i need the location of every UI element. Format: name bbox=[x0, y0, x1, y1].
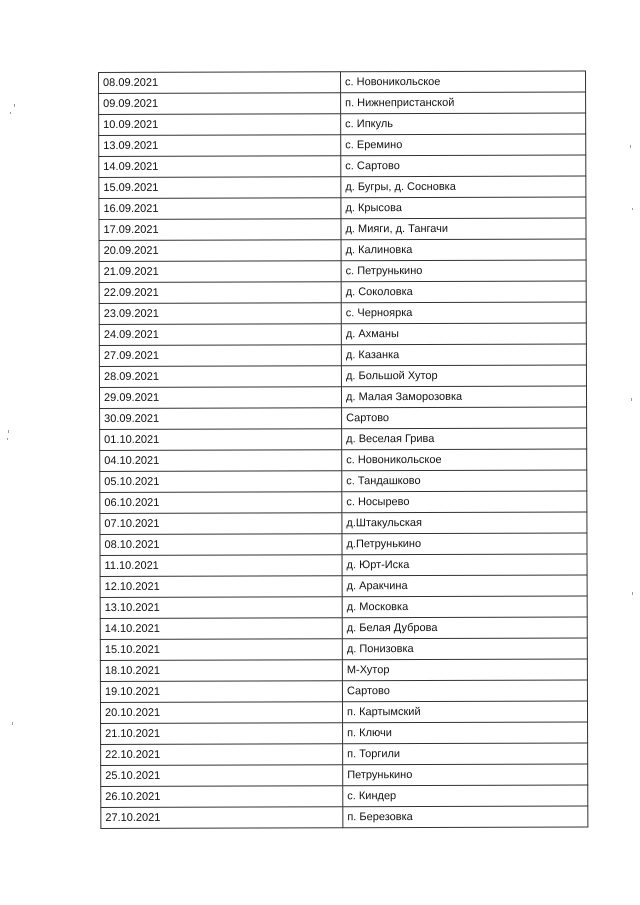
table-row bbox=[100, 638, 587, 661]
table-row bbox=[99, 260, 586, 283]
table-row bbox=[100, 701, 587, 724]
date-cell: 28.09.2021 bbox=[99, 366, 341, 388]
scan-speck bbox=[632, 592, 633, 595]
date-cell: 08.10.2021 bbox=[100, 534, 342, 556]
date-cell: 27.09.2021 bbox=[99, 345, 341, 367]
date-cell: 06.10.2021 bbox=[100, 492, 342, 514]
place-cell: д. Веселая Грива bbox=[342, 428, 587, 450]
table-row bbox=[100, 575, 587, 598]
date-cell: 14.10.2021 bbox=[100, 618, 342, 640]
place-cell: с. Тандашково bbox=[342, 470, 587, 492]
date-cell: 21.09.2021 bbox=[99, 261, 341, 283]
date-cell: 15.10.2021 bbox=[100, 639, 342, 661]
place-cell: д.Штакульская bbox=[342, 512, 587, 534]
place-cell: д. Большой Хутор bbox=[341, 365, 586, 387]
scan-speck bbox=[631, 398, 632, 401]
place-cell: д. Белая Дуброва bbox=[342, 617, 587, 639]
place-cell: с. Сартово bbox=[341, 155, 586, 177]
date-cell: 11.10.2021 bbox=[100, 555, 342, 577]
table-row bbox=[101, 743, 588, 766]
place-cell: с. Петрунькино bbox=[341, 260, 586, 282]
table-row bbox=[100, 680, 587, 703]
date-cell: 10.09.2021 bbox=[99, 114, 341, 136]
table-row bbox=[99, 344, 586, 367]
date-cell: 29.09.2021 bbox=[99, 387, 341, 409]
table-row bbox=[99, 218, 586, 241]
table-row bbox=[99, 197, 586, 220]
date-cell: 13.10.2021 bbox=[100, 597, 342, 619]
place-cell: д. Юрт-Иска bbox=[342, 554, 587, 576]
table-row bbox=[99, 239, 586, 262]
table-row bbox=[101, 722, 588, 745]
place-cell: Сартово bbox=[342, 407, 587, 429]
place-cell: д. Аракчина bbox=[342, 575, 587, 597]
place-cell: п. Нижнепристанской bbox=[341, 92, 586, 114]
place-cell: п. Ключи bbox=[343, 722, 588, 744]
table-row bbox=[101, 806, 588, 829]
date-cell: 20.09.2021 bbox=[99, 240, 341, 262]
table-row bbox=[101, 785, 588, 808]
date-cell: 24.09.2021 bbox=[99, 324, 341, 346]
place-cell: д. Понизовка bbox=[342, 638, 587, 660]
scan-speck bbox=[630, 145, 631, 148]
place-cell: д. Московка bbox=[342, 596, 587, 618]
table-row bbox=[100, 407, 587, 430]
place-cell: д. Ахманы bbox=[341, 323, 586, 345]
date-cell: 22.10.2021 bbox=[101, 744, 343, 766]
scan-speck bbox=[8, 430, 9, 433]
place-cell: д. Соколовка bbox=[341, 281, 586, 303]
table-row bbox=[99, 71, 586, 94]
date-cell: 16.09.2021 bbox=[99, 198, 341, 220]
date-cell: 27.10.2021 bbox=[101, 807, 343, 829]
scan-speck bbox=[7, 438, 8, 440]
table-row bbox=[100, 617, 587, 640]
date-cell: 21.10.2021 bbox=[101, 723, 343, 745]
schedule-table-body bbox=[99, 71, 588, 829]
table-row bbox=[100, 554, 587, 577]
table-row bbox=[100, 596, 587, 619]
date-cell: 04.10.2021 bbox=[100, 450, 342, 472]
table-row bbox=[100, 512, 587, 535]
table-row bbox=[99, 176, 586, 199]
place-cell: п. Торгили bbox=[343, 743, 588, 765]
scan-speck bbox=[632, 208, 633, 210]
scan-speck bbox=[12, 722, 13, 725]
table-row bbox=[99, 134, 586, 157]
place-cell: с. Киндер bbox=[343, 785, 588, 807]
table-row bbox=[99, 386, 586, 409]
place-cell: с. Новоникольское bbox=[341, 71, 586, 93]
date-cell: 19.10.2021 bbox=[100, 681, 342, 703]
date-cell: 17.09.2021 bbox=[99, 219, 341, 241]
date-cell: 08.09.2021 bbox=[99, 72, 341, 94]
place-cell: п. Картымский bbox=[342, 701, 587, 723]
date-cell: 07.10.2021 bbox=[100, 513, 342, 535]
table-row bbox=[99, 92, 586, 115]
date-cell: 25.10.2021 bbox=[101, 765, 343, 787]
table-row bbox=[100, 533, 587, 556]
place-cell: с. Еремино bbox=[341, 134, 586, 156]
place-cell: д.Петрунькино bbox=[342, 533, 587, 555]
place-cell: д. Крысова bbox=[341, 197, 586, 219]
table-row bbox=[100, 470, 587, 493]
place-cell: с. Новоникольское bbox=[342, 449, 587, 471]
date-cell: 12.10.2021 bbox=[100, 576, 342, 598]
table-row bbox=[100, 428, 587, 451]
place-cell: д. Мияги, д. Тангачи bbox=[341, 218, 586, 240]
date-cell: 13.09.2021 bbox=[99, 135, 341, 157]
scan-speck bbox=[14, 104, 15, 107]
date-cell: 20.10.2021 bbox=[100, 702, 342, 724]
place-cell: с. Черноярка bbox=[341, 302, 586, 324]
place-cell: п. Березовка bbox=[343, 806, 588, 828]
date-cell: 23.09.2021 bbox=[99, 303, 341, 325]
schedule-table bbox=[98, 70, 588, 829]
place-cell: с. Носырево bbox=[342, 491, 587, 513]
date-cell: 15.09.2021 bbox=[99, 177, 341, 199]
table-row bbox=[99, 281, 586, 304]
place-cell: Петрунькино bbox=[343, 764, 588, 786]
date-cell: 01.10.2021 bbox=[100, 429, 342, 451]
place-cell: д. Калиновка bbox=[341, 239, 586, 261]
table-row bbox=[99, 365, 586, 388]
table-row bbox=[100, 449, 587, 472]
place-cell: Сартово bbox=[342, 680, 587, 702]
date-cell: 18.10.2021 bbox=[100, 660, 342, 682]
table-row bbox=[99, 302, 586, 325]
scan-speck bbox=[10, 112, 11, 114]
place-cell: д. Малая Заморозовка bbox=[341, 386, 586, 408]
place-cell: М-Хутор bbox=[342, 659, 587, 681]
place-cell: д. Бугры, д. Сосновка bbox=[341, 176, 586, 198]
table-row bbox=[100, 659, 587, 682]
date-cell: 05.10.2021 bbox=[100, 471, 342, 493]
date-cell: 09.09.2021 bbox=[99, 93, 341, 115]
date-cell: 26.10.2021 bbox=[101, 786, 343, 808]
table-row bbox=[99, 113, 586, 136]
date-cell: 22.09.2021 bbox=[99, 282, 341, 304]
date-cell: 30.09.2021 bbox=[100, 408, 342, 430]
place-cell: д. Казанка bbox=[341, 344, 586, 366]
table-row bbox=[99, 323, 586, 346]
table-row bbox=[100, 491, 587, 514]
table-row bbox=[99, 155, 586, 178]
place-cell: с. Ипкуль bbox=[341, 113, 586, 135]
date-cell: 14.09.2021 bbox=[99, 156, 341, 178]
table-row bbox=[101, 764, 588, 787]
